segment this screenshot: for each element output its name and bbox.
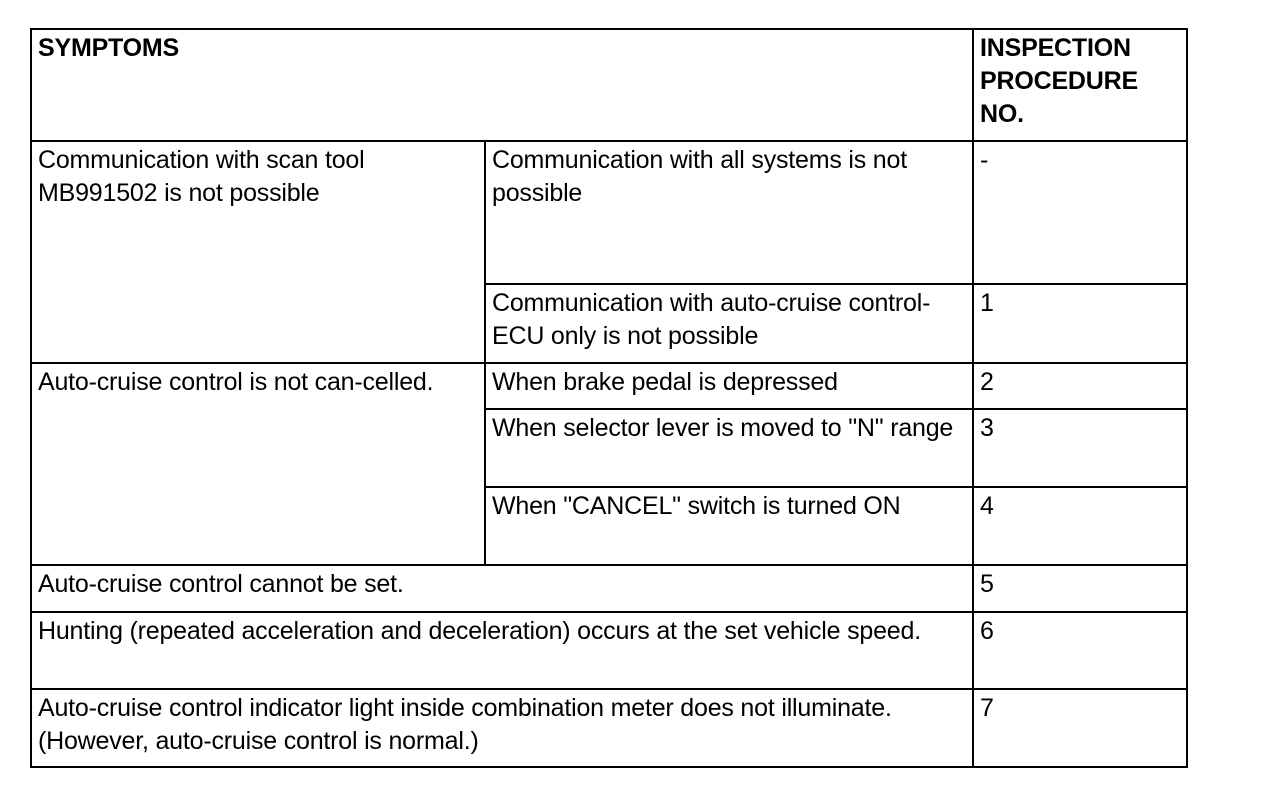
procedure-number-cell: 5: [973, 565, 1187, 612]
symptom-cell: Communication with scan tool MB991502 is not possible: [31, 141, 485, 363]
procedure-number-cell: 7: [973, 689, 1187, 767]
symptom-cell: Auto-cruise control indicator light inside combination meter does not illuminate. (However, auto-cruise control is normal.): [31, 689, 973, 767]
procedure-number-cell: 2: [973, 363, 1187, 409]
symptoms-header-label: SYMPTOMS: [38, 34, 180, 62]
table-row: [31, 141, 1187, 284]
condition-cell: When selector lever is moved to "N" range: [485, 409, 973, 487]
symptom-cell: Auto-cruise control is not can-celled.: [31, 363, 485, 565]
inspection-header-line1: INSPECTION: [980, 34, 1131, 62]
condition-cell: When "CANCEL" switch is turned ON: [485, 487, 973, 565]
symptoms-header: [31, 29, 973, 141]
inspection-procedure-header: [973, 29, 1187, 141]
symptoms-table: [30, 28, 1188, 768]
condition-cell: Communication with auto-cruise control-ECU only is not possible: [485, 284, 973, 363]
table-row: [31, 612, 1187, 689]
procedure-number-cell: -: [973, 141, 1187, 284]
inspection-header-line3: NO.: [980, 100, 1024, 128]
inspection-header-line2: PROCEDURE: [980, 67, 1138, 95]
symptom-cell: Hunting (repeated acceleration and deceleration) occurs at the set vehicle speed.: [31, 612, 973, 689]
table-row: [31, 565, 1187, 612]
symptom-cell: Auto-cruise control cannot be set.: [31, 565, 973, 612]
table-row: [31, 689, 1187, 767]
condition-cell: Communication with all systems is not possible: [485, 141, 973, 284]
procedure-number-cell: 6: [973, 612, 1187, 689]
procedure-number-cell: 3: [973, 409, 1187, 487]
procedure-number-cell: 1: [973, 284, 1187, 363]
header-row: [31, 29, 1187, 141]
table-row: [31, 363, 1187, 409]
procedure-number-cell: 4: [973, 487, 1187, 565]
condition-cell: When brake pedal is depressed: [485, 363, 973, 409]
